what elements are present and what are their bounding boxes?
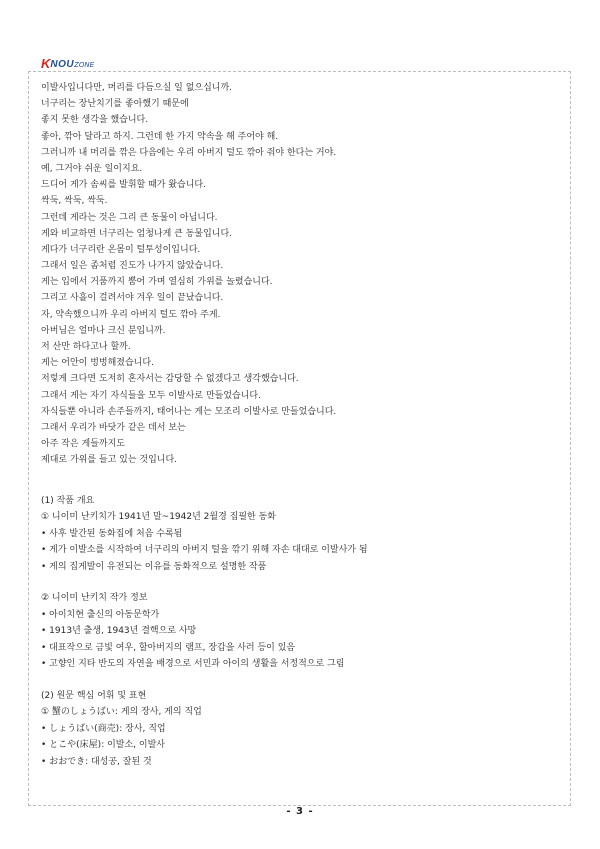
- story-line: 그러니까 내 머리를 깎은 다음에는 우리 아버지 털도 깎아 줘야 한다는 거야.: [41, 147, 337, 158]
- section-author: [41, 590, 561, 673]
- story-line: 좋지 못한 생각을 했습니다.: [41, 115, 149, 126]
- list-item: • とこや(床屋): 이발소, 이발사: [41, 740, 165, 750]
- story-line: 좋아, 깎아 달라고 하지. 그런데 한 가지 약속을 해 주어야 해.: [41, 131, 279, 142]
- story-line: 자식들뿐 아니라 손주들까지, 태어나는 게는 모조리 이발사로 만들었습니다.: [41, 406, 337, 417]
- story-line: 아버님은 얼마나 크신 분입니까.: [41, 325, 166, 336]
- story-line: 이발사입니다만, 머리를 다듬으실 일 없으십니까.: [41, 83, 233, 93]
- story-line: 너구리는 장난치기를 좋아했기 때문에: [41, 99, 189, 110]
- list-item: • 게의 집게발이 유전되는 이유를 동화적으로 설명한 작품: [41, 561, 267, 572]
- section-subheading: ① 니이미 난키치가 1941년 말~1942년 2월경 집필한 동화: [41, 512, 276, 522]
- story-line: 게는 어안이 벙벙해졌습니다.: [41, 358, 154, 369]
- list-item: • 사후 발간된 동화집에 처음 수록됨: [41, 528, 183, 539]
- list-item: • 아이치현 출신의 아동문학가: [41, 609, 160, 620]
- spacer: [41, 469, 561, 493]
- story-line: 그래서 게는 자기 자식들을 모두 이발사로 만들었습니다.: [41, 390, 261, 401]
- story-line: 저렇게 크다면 도저히 혼자서는 감당할 수 없겠다고 생각했습니다.: [41, 374, 299, 385]
- story-line: 싹둑, 싹둑, 싹둑.: [41, 196, 108, 207]
- story-line: 그리고 사흘이 걸려서야 겨우 일이 끝났습니다.: [41, 293, 224, 304]
- document-body: [41, 80, 561, 770]
- story-line: 게와 비교하면 너구리는 엄청나게 큰 동물입니다.: [41, 228, 233, 239]
- story-line: 그런데 게라는 것은 그리 큰 동물이 아닙니다.: [41, 212, 218, 223]
- page-number: - 3 -: [286, 806, 314, 817]
- logo-subtext: ZONE: [74, 61, 95, 69]
- list-item: • 게가 이발소를 시작하여 너구리의 아버지 털을 깎기 위해 자손 대대로 이발사가 됨: [41, 545, 368, 555]
- spacer: [41, 575, 561, 590]
- story-line: 그래서 우리가 바닷가 같은 데서 보는: [41, 422, 186, 433]
- story-line: 게는 입에서 거품까지 뿜어 가며 열심히 가위를 놀렸습니다.: [41, 277, 273, 288]
- logo-text: NOU: [50, 59, 75, 70]
- section-heading: (1) 작품 개요: [41, 495, 95, 506]
- section-vocabulary: [41, 688, 561, 771]
- section-subheading: ② 니이미 난키치 작가 정보: [41, 593, 148, 603]
- logo-letter-k: K: [41, 56, 51, 71]
- knouzone-logo: [41, 56, 94, 70]
- story-line: 자, 약속했으니까 우리 아버지 털도 깎아 주게.: [41, 309, 221, 320]
- story-text: [41, 80, 561, 469]
- list-item: • 1913년 출생, 1943년 결핵으로 사망: [41, 626, 197, 636]
- story-line: 제대로 가위를 들고 있는 것입니다.: [41, 455, 178, 466]
- list-item: • 고향인 지타 반도의 자연을 배경으로 서민과 아이의 생활을 서정적으로 그림: [41, 659, 345, 669]
- story-line: 드디어 게가 솜씨를 발휘할 때가 왔습니다.: [41, 180, 206, 191]
- section-heading: (2) 원문 핵심 어휘 및 표현: [41, 690, 147, 701]
- story-line: 그래서 일은 좀처럼 진도가 나가지 않았습니다.: [41, 261, 224, 272]
- section-overview: [41, 493, 561, 576]
- list-item: • しょうばい(商売): 장사, 직업: [41, 723, 166, 734]
- section-subheading: ① 蟹のしょうばい: 게의 장사, 게의 직업: [41, 707, 202, 717]
- list-item: • 대표작으로 금빛 여우, 할아버지의 램프, 장갑을 사러 등이 있음: [41, 642, 296, 653]
- list-item: • おおでき: 대성공, 잘된 것: [41, 756, 152, 767]
- story-line: 게다가 너구리란 온몸이 털투성이입니다.: [41, 244, 201, 255]
- story-line: 저 산만 하다고나 할까.: [41, 342, 131, 352]
- story-line: 아주 작은 게들까지도: [41, 439, 125, 450]
- spacer: [41, 673, 561, 688]
- story-line: 예, 그거야 쉬운 일이지요.: [41, 163, 143, 174]
